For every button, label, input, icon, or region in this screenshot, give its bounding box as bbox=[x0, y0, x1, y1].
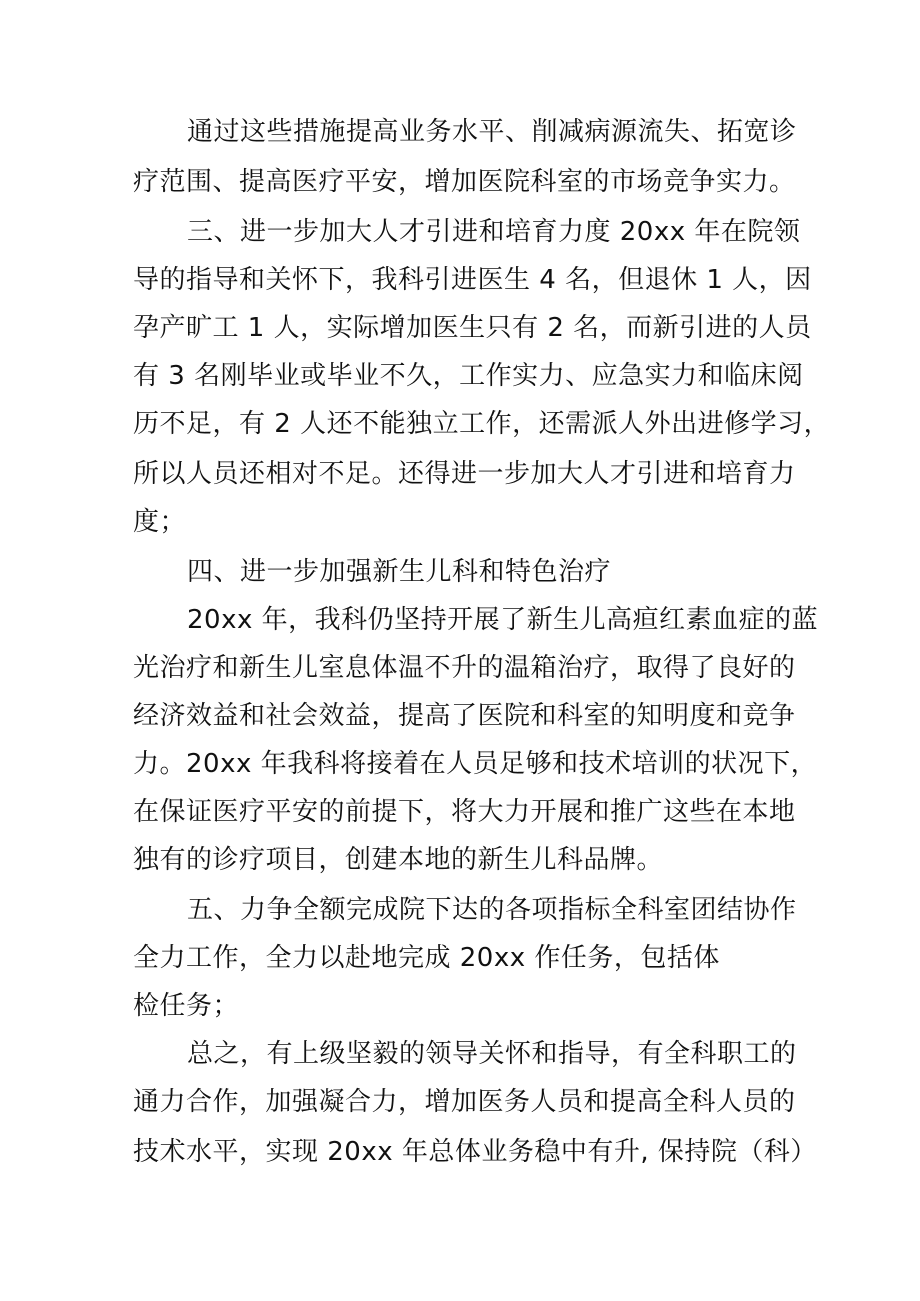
text-line: 通力合作，加强凝合力，增加医务人员和提高全科人员的 bbox=[133, 1087, 796, 1117]
text-line: 孕产旷工 1 人，实际增加医生只有 2 名，而新引进的人员 bbox=[133, 313, 812, 343]
text-line: 在保证医疗平安的前提下，将大力开展和推广这些在本地 bbox=[133, 797, 796, 827]
text-line: 独有的诊疗项目，创建本地的新生儿科品牌。 bbox=[133, 845, 664, 875]
text-line: 检任务； bbox=[133, 991, 240, 1021]
text-line: 光治疗和新生儿室息体温不升的温箱治疗，取得了良好的 bbox=[133, 653, 796, 683]
text-line: 总之，有上级坚毅的领导关怀和指导，有全科职工的 bbox=[187, 1039, 797, 1069]
text-line: 疗范围、提高医疗平安，增加医院科室的市场竞争实力。 bbox=[133, 167, 796, 197]
text-line: 所以人员还相对不足。还得进一步加大人才引进和培育力 bbox=[133, 459, 796, 489]
text-line: 五、力争全额完成院下达的各项指标全科室团结协作 bbox=[187, 895, 797, 925]
text-line: 通过这些措施提高业务水平、削减病源流失、拓宽诊 bbox=[187, 117, 797, 147]
text-line: 历不足，有 2 人还不能独立工作，还需派人外出进修学习， bbox=[133, 409, 831, 439]
text-line: 技术水平，实现 20xx 年总体业务稳中有升, 保持院（科） bbox=[133, 1137, 817, 1167]
text-line: 力。20xx 年我科将接着在人员足够和技术培训的状况下， bbox=[133, 749, 818, 779]
text-line: 有 3 名刚毕业或毕业不久，工作实力、应急实力和临床阅 bbox=[133, 361, 804, 391]
section-heading: 四、进一步加强新生儿科和特色治疗 bbox=[187, 557, 612, 587]
text-line: 三、进一步加大人才引进和培育力度 20xx 年在院领 bbox=[187, 217, 801, 247]
text-line: 导的指导和关怀下，我科引进医生 4 名，但退休 1 人，因 bbox=[133, 265, 812, 295]
text-line: 20xx 年，我科仍坚持开展了新生儿高疸红素血症的蓝 bbox=[187, 605, 819, 635]
text-line: 度； bbox=[133, 507, 187, 537]
text-line: 全力工作，全力以赴地完成 20xx 作任务，包括体 bbox=[133, 943, 720, 973]
text-line: 经济效益和社会效益，提高了医院和科室的知明度和竞争 bbox=[133, 701, 796, 731]
